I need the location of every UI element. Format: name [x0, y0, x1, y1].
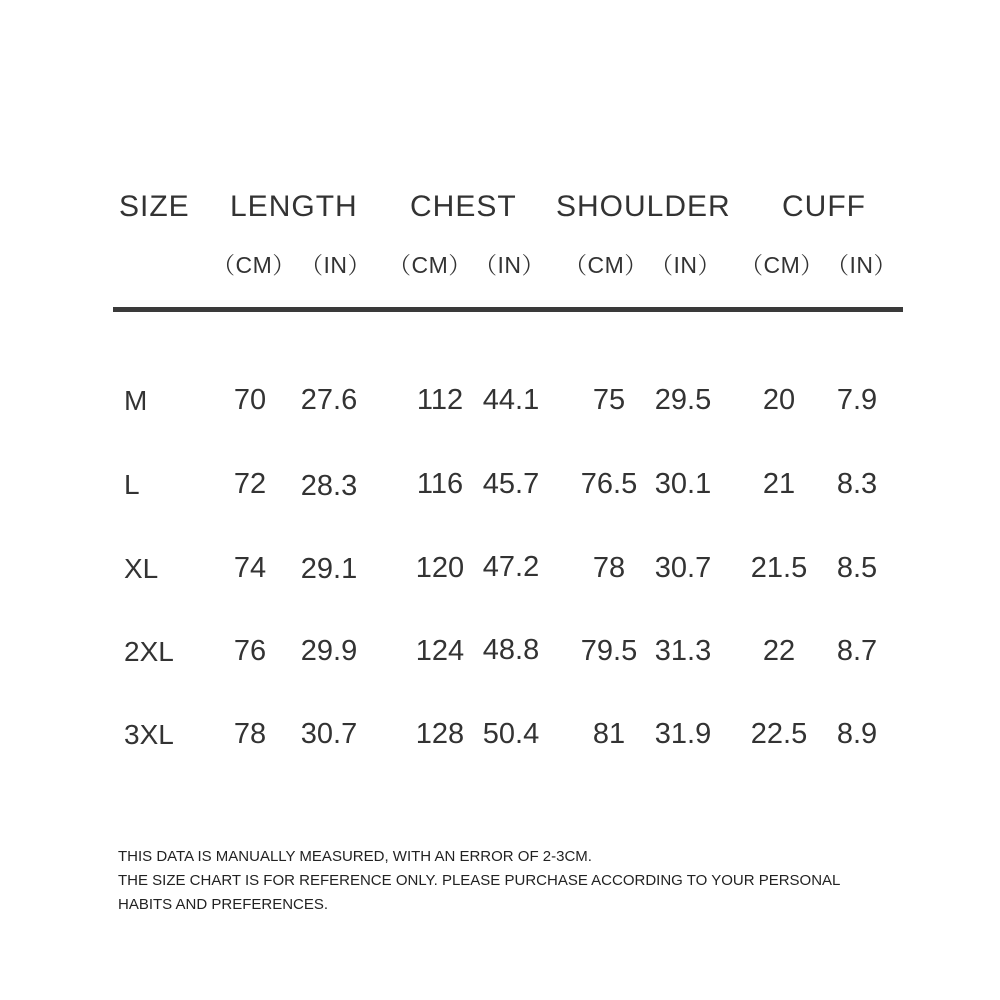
cell-chest-in: 47.2 — [482, 551, 540, 583]
cell-chest-cm: 112 — [416, 384, 464, 416]
cell-cuff-in: 8.7 — [836, 635, 878, 667]
row-size-label: M — [124, 385, 148, 416]
cell-shoulder-cm: 78 — [592, 552, 626, 584]
unit-shoulder-cm: （CM） — [564, 252, 648, 278]
cell-chest-in: 50.4 — [482, 718, 540, 750]
cell-cuff-in: 8.9 — [836, 718, 878, 750]
cell-cuff-in: 8.5 — [836, 552, 878, 584]
cell-shoulder-cm: 75 — [592, 384, 626, 416]
row-size-label: 2XL — [124, 636, 174, 667]
cell-shoulder-in: 30.7 — [654, 552, 712, 584]
cell-length-in: 29.1 — [300, 553, 358, 585]
cell-length-in: 27.6 — [300, 384, 358, 416]
cell-length-in: 30.7 — [300, 718, 358, 750]
cell-chest-cm: 128 — [415, 718, 465, 750]
cell-length-cm: 76 — [233, 635, 267, 667]
cell-cuff-in: 7.9 — [836, 384, 878, 416]
cell-shoulder-in: 30.1 — [654, 468, 712, 500]
cell-shoulder-in: 29.5 — [654, 384, 712, 416]
cell-shoulder-in: 31.9 — [654, 718, 712, 750]
header-divider — [113, 307, 903, 312]
header-cuff: CUFF — [782, 190, 866, 223]
cell-length-cm: 74 — [233, 552, 267, 584]
cell-shoulder-cm: 79.5 — [580, 635, 638, 667]
cell-chest-in: 44.1 — [482, 384, 540, 416]
cell-length-cm: 78 — [233, 718, 267, 750]
cell-shoulder-cm: 81 — [592, 718, 626, 750]
cell-shoulder-in: 31.3 — [654, 635, 712, 667]
header-chest: CHEST — [410, 190, 517, 223]
note-line: HABITS AND PREFERENCES. — [118, 896, 329, 913]
note-line: THE SIZE CHART IS FOR REFERENCE ONLY. PLEASE PURCHASE ACCORDING TO YOUR PERSONAL — [118, 872, 841, 889]
cell-chest-cm: 124 — [415, 635, 465, 667]
unit-length-in: （IN） — [300, 252, 371, 278]
cell-length-in: 29.9 — [300, 635, 358, 667]
cell-length-cm: 70 — [233, 384, 267, 416]
unit-chest-in: （IN） — [474, 252, 545, 278]
cell-chest-cm: 116 — [416, 468, 464, 500]
cell-length-cm: 72 — [233, 468, 267, 500]
cell-chest-in: 45.7 — [482, 468, 540, 500]
cell-cuff-cm: 20 — [762, 384, 796, 416]
cell-cuff-cm: 22 — [762, 635, 796, 667]
unit-chest-cm: （CM） — [388, 252, 472, 278]
unit-cuff-cm: （CM） — [740, 252, 824, 278]
cell-length-in: 28.3 — [300, 470, 358, 502]
row-size-label: 3XL — [124, 719, 174, 750]
cell-shoulder-cm: 76.5 — [580, 468, 638, 500]
measurement-note — [118, 845, 878, 917]
cell-chest-in: 48.8 — [482, 634, 540, 666]
unit-cuff-in: （IN） — [826, 252, 897, 278]
row-size-label: XL — [124, 553, 159, 584]
cell-cuff-cm: 22.5 — [750, 718, 808, 750]
cell-chest-cm: 120 — [415, 552, 465, 584]
note-line: THIS DATA IS MANUALLY MEASURED, WITH AN ERROR OF 2-3CM. — [118, 848, 592, 865]
header-size: SIZE — [119, 190, 190, 223]
cell-cuff-cm: 21.5 — [750, 552, 808, 584]
header-length: LENGTH — [230, 190, 358, 223]
unit-shoulder-in: （IN） — [650, 252, 721, 278]
unit-length-cm: （CM） — [212, 252, 296, 278]
row-size-label: L — [124, 469, 140, 500]
cell-cuff-cm: 21 — [762, 468, 796, 500]
header-shoulder: SHOULDER — [556, 190, 731, 223]
cell-cuff-in: 8.3 — [836, 468, 878, 500]
